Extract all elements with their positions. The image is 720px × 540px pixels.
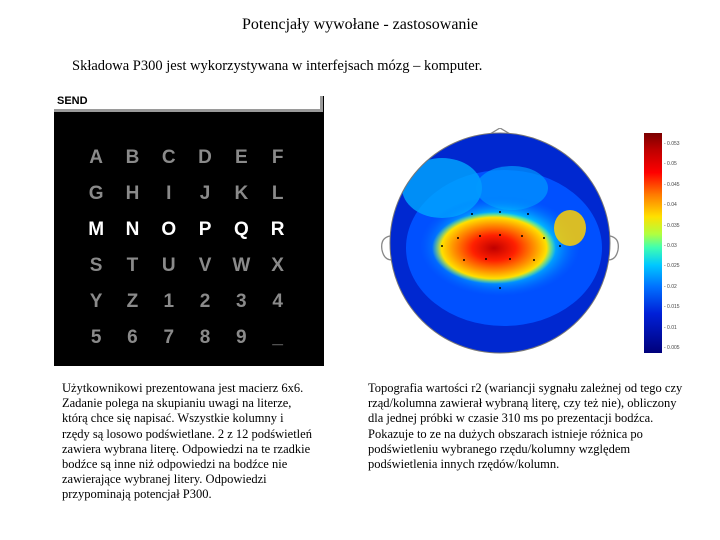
colorbar [644,133,662,353]
send-label: SEND [57,95,88,107]
colorbar-tick-label: - 0.04 [664,202,677,209]
slide-title: Potencjały wywołane - zastosowanie [242,16,478,33]
scalp-topography-map [372,128,634,358]
speller-cell: Q [233,219,249,240]
speller-cell: B [125,147,140,168]
speller-cell: C [161,147,176,168]
speller-cell: J [199,183,211,204]
colorbar-tick-label: - 0.035 [664,222,680,229]
speller-cell: Y [89,291,103,312]
speller-cell: M [88,219,105,240]
speller-cell: 4 [272,291,283,312]
speller-cell: U [161,255,176,276]
speller-cell: F [271,147,284,168]
speller-cell: 5 [90,327,102,348]
speller-cell: R [270,219,285,240]
speller-cell: L [271,183,284,204]
speller-grid [78,140,306,356]
colorbar-tick-label: - 0.015 [664,304,680,311]
speller-cell: 3 [236,291,247,312]
speller-cell: 1 [163,291,175,312]
speller-cell: 6 [127,327,138,348]
speller-cell: 7 [163,327,175,348]
speller-cell: H [125,183,140,204]
speller-cell: W [232,255,251,276]
speller-cell: 9 [236,327,247,348]
speller-cell: A [89,147,104,168]
speller-cell: T [126,255,139,276]
topography-description: Topografia wartości r2 (wariancji sygnału zależnej od tego czy rząd/kolumna zawierał wybraną literę, czy też nie), obliczony dla jednej próbki w czasie 310 ms po prezentacji bodźca. Pokazuje to ze na dużych obszarach istnieje różnica po podświetleniu wybranego rzędu/kolumny względem podświetlenia innych rzędów/kolumn. [368,381,683,472]
colorbar-tick-label: - 0.01 [664,324,677,331]
p300-speller-matrix [54,96,324,366]
speller-cell: D [198,147,212,168]
speller-cell: V [198,255,212,276]
speller-cell: K [234,183,249,204]
colorbar-tick-label: - 0.053 [664,141,680,147]
colorbar-tick-label: - 0.005 [664,345,680,351]
speller-cell: S [89,255,103,276]
slide-subtitle: Składowa P300 jest wykorzystywana w interfejsach mózg – komputer. [72,58,483,74]
speller-cell: Z [126,291,139,312]
speller-cell: O [161,219,177,240]
colorbar-tick-label: - 0.02 [664,283,677,290]
speller-cell: G [88,183,104,204]
speller-cell: 8 [199,327,211,348]
speller-cell: X [271,255,284,276]
speller-cell: _ [272,327,283,348]
speller-cell: I [166,183,172,204]
speller-cell: E [234,147,248,168]
colorbar-ticks [662,133,692,353]
send-bar [54,96,323,112]
colorbar-tick-label: - 0.03 [664,243,677,249]
speller-cell: 2 [199,291,211,312]
colorbar-tick-label: - 0.045 [664,181,680,188]
colorbar-tick-label: - 0.05 [664,161,677,168]
colorbar-tick-label: - 0.025 [664,263,680,270]
speller-cell: N [125,219,140,240]
speller-cell: P [198,219,212,240]
speller-description: Użytkownikowi prezentowana jest macierz 6x6. Zadanie polega na skupianiu uwagi na literze, którą chce się napisać. Wszystkie kolumny i rzędy są losowo podświetlane. 2 z 12 podświetleń zawiera wybrana literę. Odpowiedzi na te rzadkie bodźce są inne niż odpowiedzi na bodźce nie zawierające wybranej litery. Odpowiedzi przypominają potencjał P300. [62,381,312,502]
